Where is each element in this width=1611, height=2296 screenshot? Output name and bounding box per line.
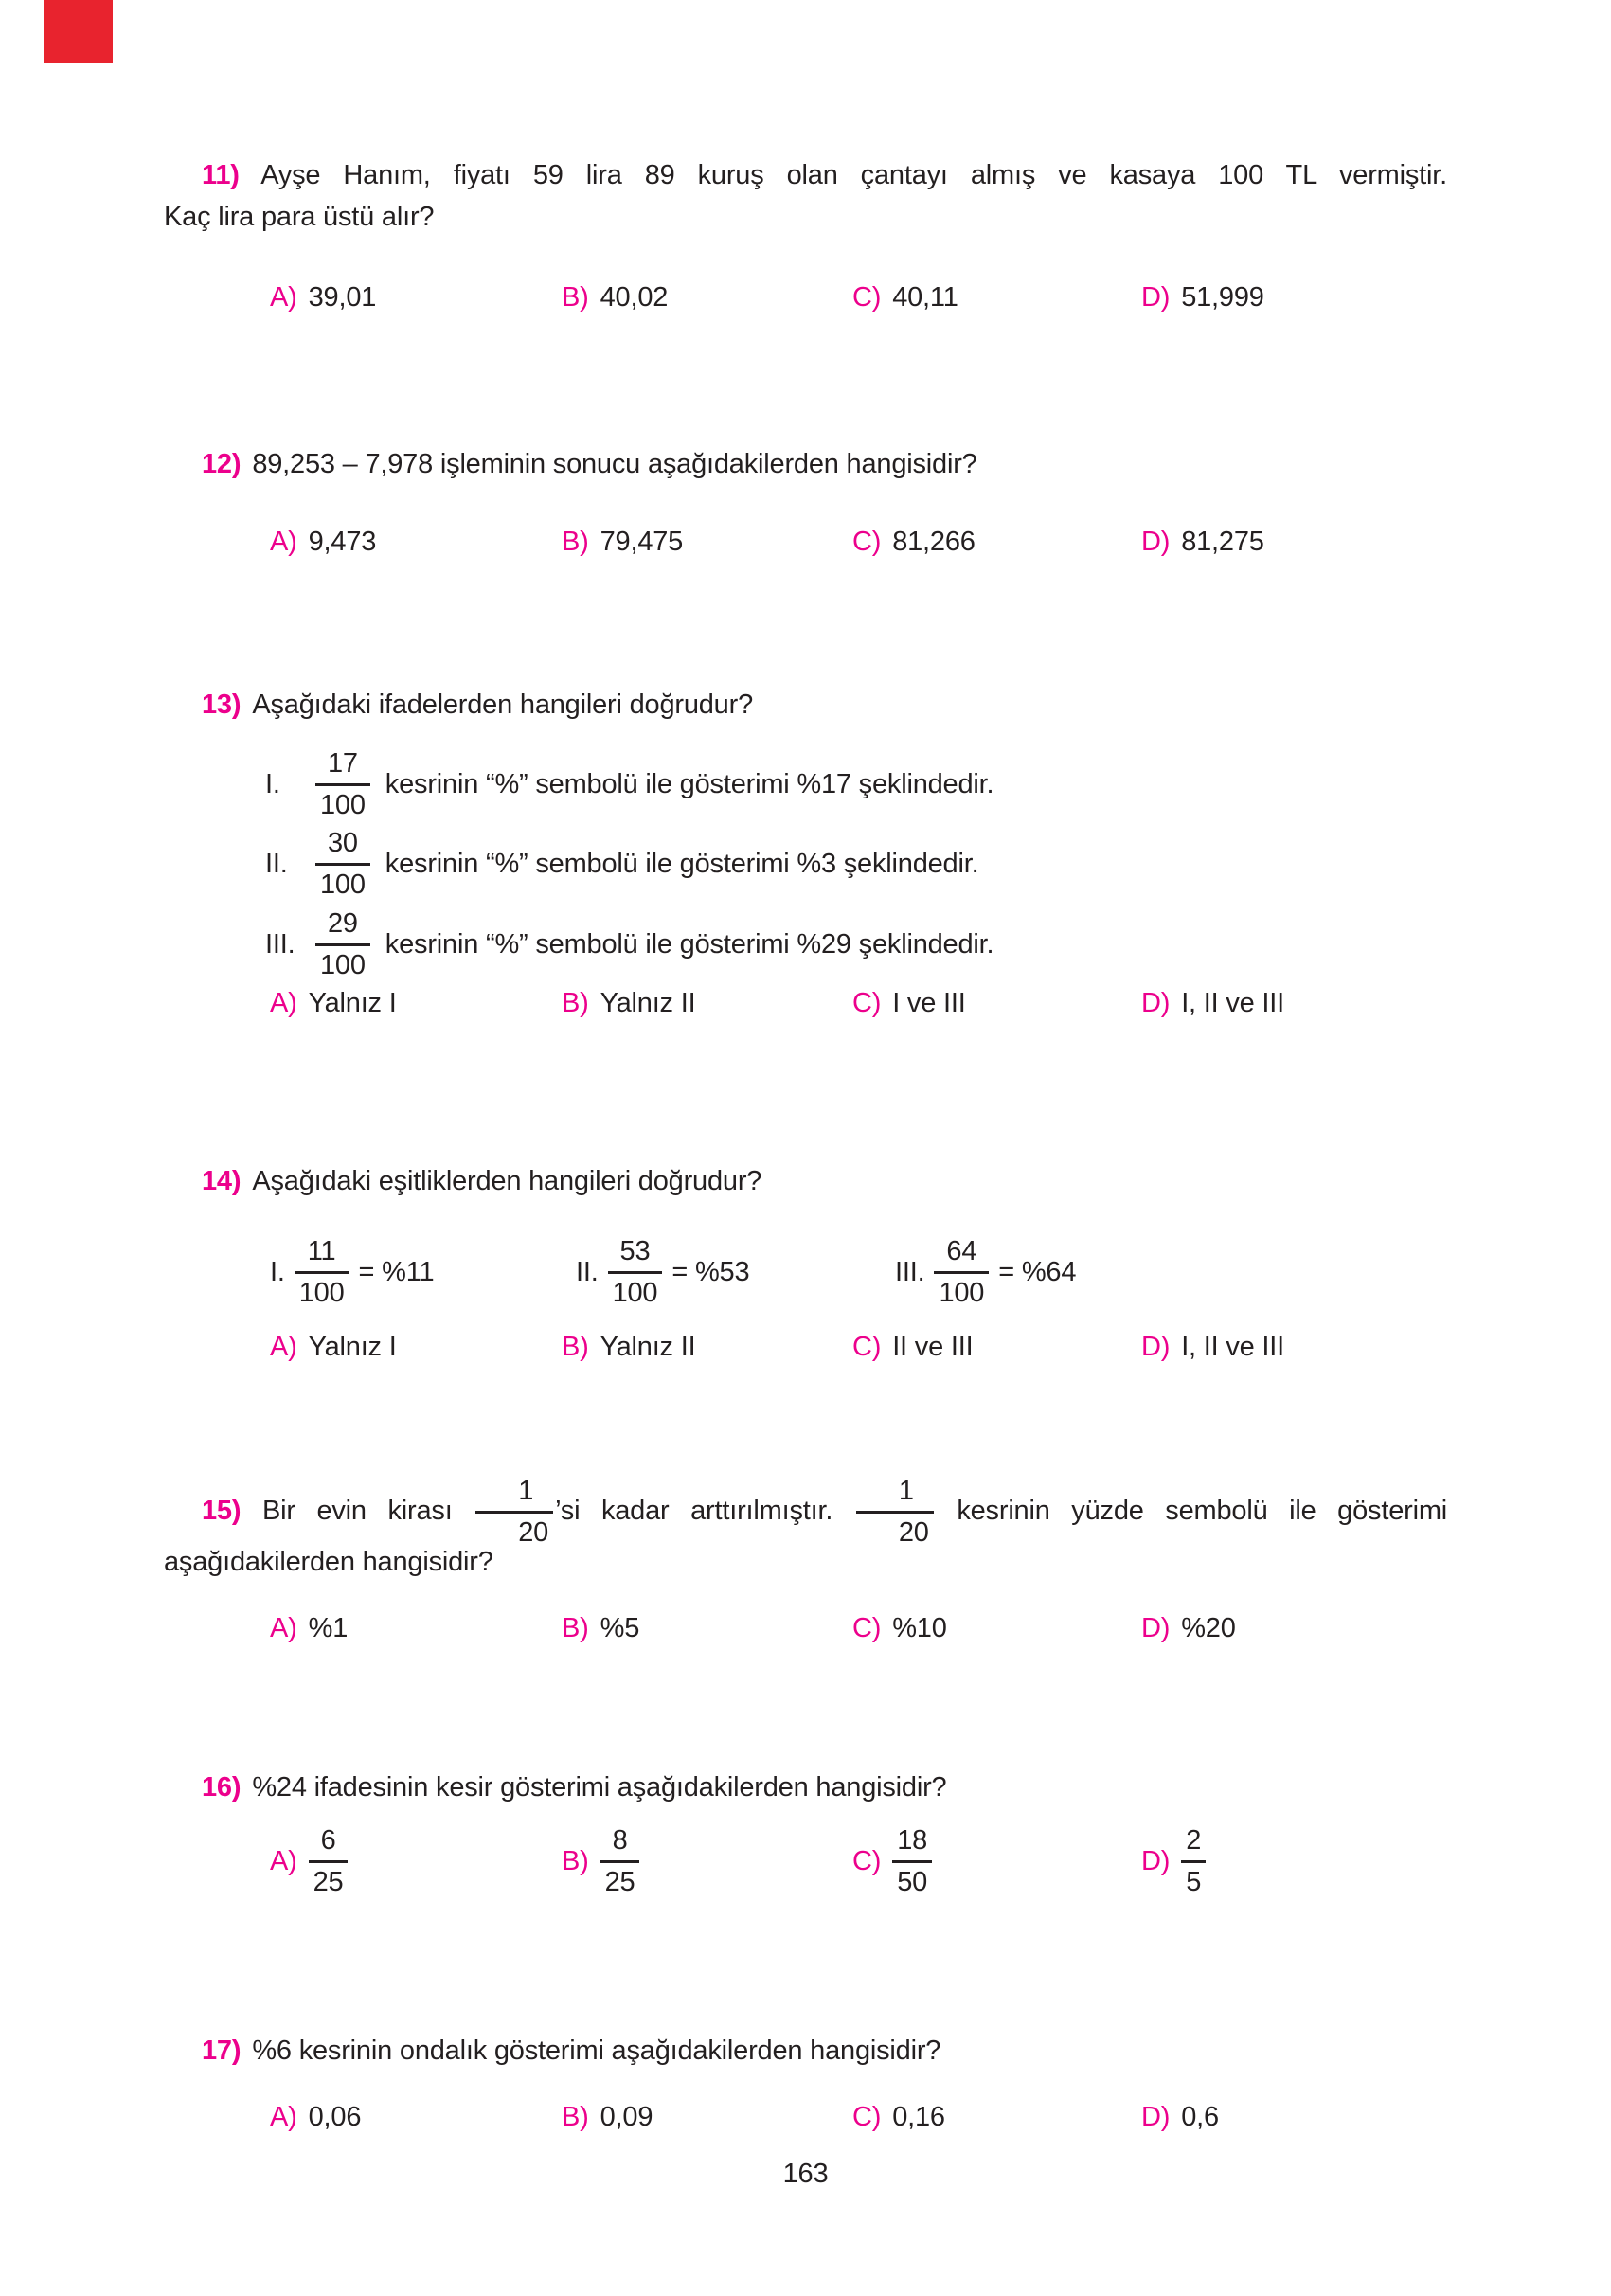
question-11-line2: Kaç lira para üstü alır? bbox=[164, 202, 435, 232]
denominator: 20 bbox=[518, 1517, 549, 1548]
denominator: 100 bbox=[320, 870, 366, 900]
option-value: %20 bbox=[1181, 1613, 1236, 1643]
option-letter: D) bbox=[1141, 988, 1171, 1018]
question-17 bbox=[164, 2030, 1528, 2072]
option-letter: A) bbox=[270, 1332, 297, 1362]
option-value: %5 bbox=[600, 1613, 640, 1643]
option-letter: C) bbox=[852, 1613, 882, 1643]
option-letter: A) bbox=[270, 282, 297, 313]
option-letter: C) bbox=[852, 1846, 882, 1877]
fraction bbox=[892, 1827, 932, 1896]
numerator: 30 bbox=[315, 830, 370, 866]
option-value: %1 bbox=[308, 1613, 349, 1643]
option-letter: D) bbox=[1141, 1332, 1171, 1362]
option-letter: A) bbox=[270, 1613, 297, 1643]
fraction bbox=[934, 1238, 989, 1307]
fraction bbox=[600, 1827, 640, 1896]
option-b bbox=[562, 521, 683, 563]
question-17-options bbox=[0, 2096, 1611, 2138]
option-c bbox=[852, 521, 976, 563]
option-letter: C) bbox=[852, 2102, 882, 2132]
fraction bbox=[315, 910, 370, 979]
option-value: I, II ve III bbox=[1181, 1332, 1285, 1362]
option-value: I ve III bbox=[892, 988, 966, 1018]
fraction bbox=[295, 1238, 349, 1307]
question-11-options bbox=[0, 277, 1611, 318]
denominator: 100 bbox=[320, 950, 366, 980]
option-value: 40,11 bbox=[892, 282, 958, 313]
fraction bbox=[315, 830, 370, 899]
question-number: 17) bbox=[202, 2036, 242, 2066]
option-letter: B) bbox=[562, 1613, 589, 1643]
option-a bbox=[270, 1827, 348, 1896]
roman-numeral: III. bbox=[895, 1257, 925, 1288]
question-11-line1 bbox=[164, 154, 1447, 196]
denominator: 100 bbox=[298, 1278, 345, 1308]
fraction bbox=[608, 1238, 663, 1307]
roman-numeral: III. bbox=[265, 929, 295, 960]
option-value: 39,01 bbox=[308, 282, 377, 313]
option-b bbox=[562, 1827, 639, 1896]
denominator: 20 bbox=[898, 1517, 929, 1548]
question-13-options bbox=[0, 982, 1611, 1024]
question-number: 12) bbox=[202, 449, 242, 479]
option-value: Yalnız II bbox=[600, 988, 696, 1018]
numerator: 53 bbox=[608, 1238, 663, 1274]
fraction bbox=[856, 1478, 934, 1547]
option-value: 9,473 bbox=[308, 527, 377, 557]
option-letter: D) bbox=[1141, 1613, 1171, 1643]
question-text: kesrinin yüzde sembolü ile gösterimi bbox=[957, 1496, 1448, 1527]
numerator: 8 bbox=[600, 1827, 640, 1863]
option-c bbox=[852, 1827, 932, 1896]
option-letter: A) bbox=[270, 527, 297, 557]
option-letter: B) bbox=[562, 1846, 589, 1877]
option-d bbox=[1141, 982, 1284, 1024]
option-letter: B) bbox=[562, 988, 589, 1018]
option-a bbox=[270, 277, 376, 318]
denominator: 100 bbox=[612, 1278, 658, 1308]
option-letter: B) bbox=[562, 527, 589, 557]
roman-numeral: I. bbox=[270, 1257, 285, 1288]
question-text: Ayşe Hanım, fiyatı 59 lira 89 kuruş olan çantayı almış ve kasaya 100 TL vermiştir. bbox=[260, 160, 1447, 190]
option-d bbox=[1141, 277, 1264, 318]
numerator: 2 bbox=[1181, 1827, 1206, 1863]
option-c bbox=[852, 2096, 945, 2138]
denominator: 5 bbox=[1186, 1867, 1202, 1897]
numerator: 11 bbox=[295, 1238, 349, 1274]
equality-3 bbox=[895, 1238, 1076, 1307]
red-corner-tab bbox=[44, 0, 113, 63]
option-a bbox=[270, 2096, 361, 2138]
option-b bbox=[562, 1607, 639, 1649]
question-number: 16) bbox=[202, 1772, 242, 1803]
question-text: Aşağıdaki eşitliklerden hangileri doğrudur? bbox=[252, 1166, 762, 1196]
option-value: %10 bbox=[892, 1613, 947, 1643]
option-c bbox=[852, 1607, 947, 1649]
numerator: 1 bbox=[475, 1478, 553, 1514]
roman-numeral: II. bbox=[265, 849, 288, 880]
statement-1 bbox=[265, 750, 993, 819]
option-c bbox=[852, 1326, 973, 1368]
option-d bbox=[1141, 1827, 1206, 1896]
numerator: 18 bbox=[892, 1827, 932, 1863]
option-d bbox=[1141, 2096, 1219, 2138]
option-letter: B) bbox=[562, 1332, 589, 1362]
option-value: 81,266 bbox=[892, 527, 976, 557]
question-number: 14) bbox=[202, 1166, 242, 1196]
denominator: 25 bbox=[604, 1867, 635, 1897]
option-letter: D) bbox=[1141, 1846, 1171, 1877]
option-value: 40,02 bbox=[600, 282, 669, 313]
question-16-options bbox=[0, 1827, 1611, 1903]
fraction bbox=[315, 750, 370, 819]
question-text: 89,253 – 7,978 işleminin sonucu aşağıdakilerden hangisidir? bbox=[252, 449, 977, 479]
denominator: 100 bbox=[939, 1278, 985, 1308]
question-number: 11) bbox=[202, 160, 240, 190]
option-value: 0,6 bbox=[1181, 2102, 1219, 2132]
question-text: Aşağıdaki ifadelerden hangileri doğrudur? bbox=[252, 690, 753, 720]
question-16 bbox=[164, 1767, 1528, 1808]
option-value: Yalnız I bbox=[308, 1332, 397, 1362]
question-14 bbox=[164, 1160, 1528, 1202]
option-letter: D) bbox=[1141, 2102, 1171, 2132]
option-a bbox=[270, 521, 376, 563]
equality-text: = %53 bbox=[671, 1257, 750, 1288]
option-a bbox=[270, 1607, 348, 1649]
option-a bbox=[270, 1326, 397, 1368]
roman-numeral: I. bbox=[265, 769, 280, 800]
question-number: 15) bbox=[202, 1496, 242, 1527]
question-13 bbox=[164, 684, 1528, 726]
option-value: 81,275 bbox=[1181, 527, 1264, 557]
fraction bbox=[1181, 1827, 1206, 1896]
question-text: Bir evin kirası bbox=[261, 1496, 453, 1527]
denominator: 50 bbox=[897, 1867, 928, 1897]
option-value: Yalnız I bbox=[308, 988, 397, 1018]
numerator: 17 bbox=[315, 750, 370, 786]
equality-1 bbox=[270, 1238, 434, 1307]
option-c bbox=[852, 982, 966, 1024]
question-text: %6 kesrinin ondalık gösterimi aşağıdakilerden hangisidir? bbox=[252, 2036, 941, 2066]
option-value: II ve III bbox=[892, 1332, 974, 1362]
question-text: %24 ifadesinin kesir gösterimi aşağıdakilerden hangisidir? bbox=[252, 1772, 947, 1803]
option-letter: C) bbox=[852, 527, 882, 557]
question-14-options bbox=[0, 1326, 1611, 1368]
option-b bbox=[562, 2096, 653, 2138]
option-letter: B) bbox=[562, 2102, 589, 2132]
option-d bbox=[1141, 1607, 1236, 1649]
option-letter: C) bbox=[852, 1332, 882, 1362]
equality-2 bbox=[576, 1238, 749, 1307]
option-letter: D) bbox=[1141, 282, 1171, 313]
option-value: 51,999 bbox=[1181, 282, 1264, 313]
question-12-options bbox=[0, 521, 1611, 563]
question-15-line1 bbox=[164, 1478, 1447, 1547]
numerator: 6 bbox=[309, 1827, 349, 1863]
question-15-line2: aşağıdakilerden hangisidir? bbox=[164, 1547, 493, 1577]
option-letter: C) bbox=[852, 282, 882, 313]
option-letter: B) bbox=[562, 282, 589, 313]
option-c bbox=[852, 277, 958, 318]
option-value: I, II ve III bbox=[1181, 988, 1285, 1018]
option-a bbox=[270, 982, 397, 1024]
option-letter: C) bbox=[852, 988, 882, 1018]
option-b bbox=[562, 277, 668, 318]
equality-text: = %64 bbox=[998, 1257, 1077, 1288]
numerator: 64 bbox=[934, 1238, 989, 1274]
option-d bbox=[1141, 1326, 1284, 1368]
option-value: 0,16 bbox=[892, 2102, 945, 2132]
roman-numeral: II. bbox=[576, 1257, 599, 1288]
statement-text: kesrinin “%” sembolü ile gösterimi %29 şeklindedir. bbox=[385, 929, 994, 960]
equality-text: = %11 bbox=[358, 1257, 435, 1288]
statement-2 bbox=[265, 830, 978, 899]
question-12 bbox=[164, 443, 1528, 485]
fraction bbox=[475, 1478, 553, 1547]
numerator: 1 bbox=[856, 1478, 934, 1514]
option-letter: A) bbox=[270, 2102, 297, 2132]
option-value: 79,475 bbox=[600, 527, 684, 557]
option-b bbox=[562, 1326, 695, 1368]
statement-text: kesrinin “%” sembolü ile gösterimi %3 şeklindedir. bbox=[385, 849, 979, 880]
page-number: 163 bbox=[782, 2159, 829, 2189]
fraction bbox=[309, 1827, 349, 1896]
option-value: Yalnız II bbox=[600, 1332, 696, 1362]
denominator: 25 bbox=[313, 1867, 344, 1897]
option-letter: D) bbox=[1141, 527, 1171, 557]
statement-text: kesrinin “%” sembolü ile gösterimi %17 şeklindedir. bbox=[385, 769, 994, 800]
question-15-options bbox=[0, 1607, 1611, 1649]
denominator: 100 bbox=[320, 790, 366, 820]
option-value: 0,06 bbox=[308, 2102, 362, 2132]
question-11 bbox=[164, 154, 1447, 238]
option-b bbox=[562, 982, 695, 1024]
statement-3 bbox=[265, 910, 993, 979]
numerator: 29 bbox=[315, 910, 370, 946]
option-d bbox=[1141, 521, 1264, 563]
question-text: ’si kadar arttırılmıştır. bbox=[555, 1496, 833, 1527]
option-value: 0,09 bbox=[600, 2102, 653, 2132]
option-letter: A) bbox=[270, 1846, 297, 1877]
question-number: 13) bbox=[202, 690, 242, 720]
option-letter: A) bbox=[270, 988, 297, 1018]
